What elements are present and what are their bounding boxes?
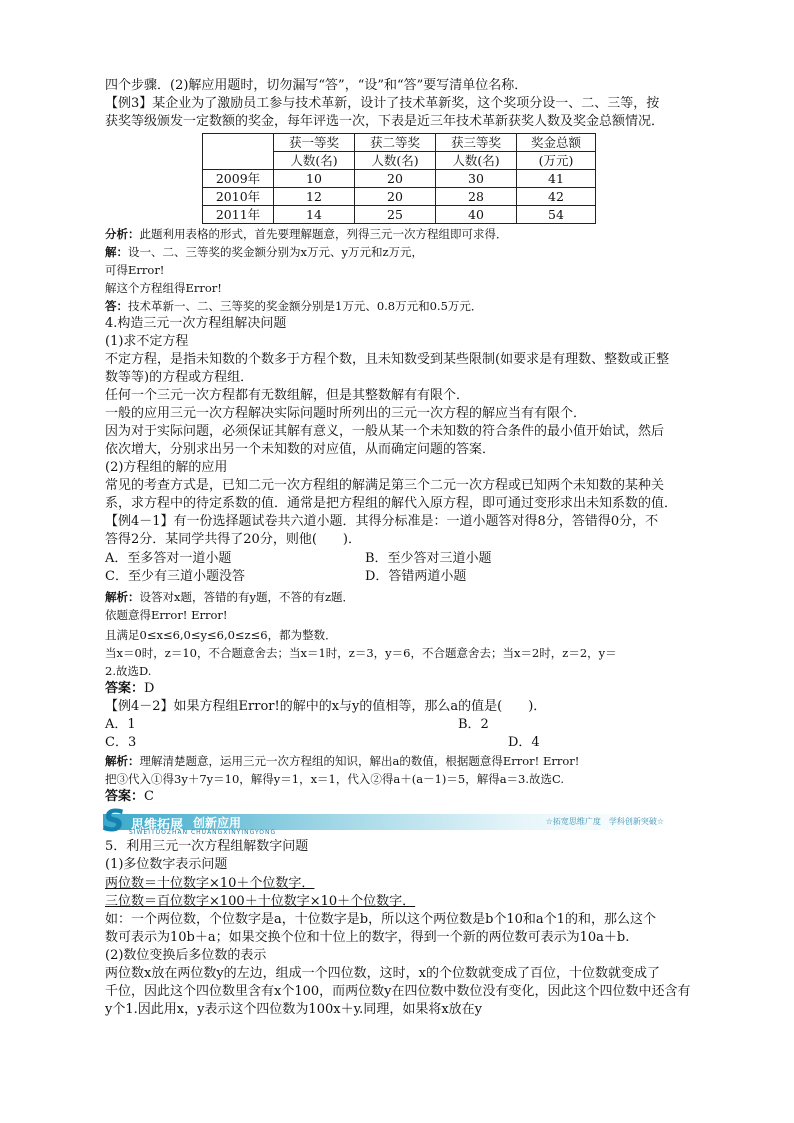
- answer-text: 技术革新一、二、三等奖的奖金额分别是1万元、0.8万元和0.5万元．: [128, 299, 483, 313]
- text-line: 获奖等级颁发一定数额的奖金，每年评选一次，下表是近三年技术革新获奖人数及奖金总额情况．: [105, 114, 665, 129]
- table-header-row: [203, 134, 596, 152]
- subsection-title: (1)多位数字表示问题: [105, 857, 228, 872]
- table-header-cell: [203, 134, 274, 170]
- formula-line: 三位数＝百位数字×100＋十位数字×10＋个位数字．: [105, 894, 416, 909]
- option-c: C．至少有三道小题没答: [105, 569, 245, 584]
- example-4-1-question: 答得2分．某同学共得了20分，则他( )．: [105, 532, 361, 547]
- table-row: [203, 170, 596, 188]
- paragraph-line: 任何一个三元一次方程都有无数组解，但是其整数解有有限个．: [105, 388, 470, 403]
- answer-label: 答：: [105, 299, 128, 313]
- table-cell: 30: [436, 170, 517, 188]
- analysis-line: [105, 752, 720, 770]
- answer-line: [105, 788, 720, 806]
- table-cell: 10: [274, 170, 355, 188]
- table-cell: 2011年: [203, 206, 274, 224]
- paragraph-line: 数等等)的方程或方程组．: [105, 370, 254, 385]
- table-header-cell: 人数(名): [436, 152, 517, 170]
- subsection-title: (1)求不定方程: [105, 334, 189, 349]
- table-cell: 25: [355, 206, 436, 224]
- analysis-label: 解析：: [105, 754, 140, 768]
- paragraph-line: 如：一个两位数，个位数字是a，十位数字是b，所以这个两位数是b个10和a个1的和，那么这个: [105, 912, 656, 927]
- option-b: B．2: [458, 717, 489, 732]
- table-cell: 20: [355, 188, 436, 206]
- section-title: 5．利用三元一次方程组解数字问题: [105, 839, 309, 854]
- banner-title: 思维拓展: [131, 818, 184, 833]
- solution-line: 可得Error!: [105, 263, 165, 277]
- table-header-cell: 获三等奖: [436, 134, 517, 152]
- banner-slogan: ☆拓宽思维广度 学科创新突破☆: [545, 817, 664, 826]
- answer-text: C: [144, 789, 154, 804]
- paragraph-line: 常见的考查方式是，已知二元一次方程组的解满足第三个二元一次方程或已知两个未知数的某种关: [105, 478, 665, 493]
- table-cell: 2010年: [203, 188, 274, 206]
- option-c: C．3: [105, 735, 137, 750]
- subsection-title: (2)数位变换后多位数的表示: [105, 948, 267, 963]
- table-cell: 41: [517, 170, 596, 188]
- analysis-label: 解析：: [105, 590, 140, 604]
- paragraph-line: 一般的应用三元一次方程解决实际问题时所列出的三元一次方程的解应当有有限个．: [105, 406, 587, 421]
- table-cell: 14: [274, 206, 355, 224]
- solution-line: [105, 243, 720, 261]
- table-header-cell: 人数(名): [274, 152, 355, 170]
- prize-table: [202, 133, 596, 224]
- option-d: D．4: [508, 735, 540, 750]
- example-4-1-question: 【例4－1】有一份选择题试卷共六道小题．其得分标准是：一道小题答对得8分，答错得0分，不: [105, 514, 659, 529]
- table-header-cell: 获二等奖: [355, 134, 436, 152]
- text-line: 四个步骤．(2)解应用题时，切勿漏写“答”，“设”和“答”要写清单位名称．: [105, 78, 528, 93]
- table-cell: 54: [517, 206, 596, 224]
- answer-label: 答案：: [105, 789, 145, 804]
- table-header-cell: 获一等奖: [274, 134, 355, 152]
- section-title: 4.构造三元一次方程组解决问题: [105, 316, 287, 331]
- table-header-cell: 人数(名): [355, 152, 436, 170]
- table-cell: 28: [436, 188, 517, 206]
- option-a: A．至多答对一道小题: [105, 551, 232, 566]
- paragraph-line: 不定方程，是指未知数的个数多于方程个数，且未知数受到某些限制(如要求是有理数、整数或正整: [105, 352, 670, 367]
- table-cell: 12: [274, 188, 355, 206]
- paragraph-line: 依次增大，分别求出另一个未知数的对应值，从而确定问题的答案．: [105, 442, 496, 457]
- banner-logo-letter: S: [103, 804, 125, 839]
- banner-subtitle: 创新应用: [193, 816, 242, 830]
- option-d: D．答错两道小题: [365, 569, 467, 584]
- paragraph-line: 千位，因此这个四位数里含有x个100，而两位数y在四位数中数位没有变化，因此这个四位数中还含有: [105, 984, 691, 999]
- table-header-cell: 奖金总额: [517, 134, 596, 152]
- table-row: [203, 206, 596, 224]
- analysis-label: 分析：: [105, 227, 140, 241]
- table-cell: 40: [436, 206, 517, 224]
- table-row: [203, 188, 596, 206]
- example-4-2-question: 【例4－2】如果方程组Error!的解中的x与y的值相等，那么a的值是( )．: [105, 699, 547, 714]
- example-3-question: 【例3】某企业为了激励员工参与技术革新，设计了技术革新奖，这个奖项分设一、二、三等，按: [105, 96, 660, 111]
- analysis-line: 依题意得Error! Error!: [105, 608, 228, 622]
- solution-label: 解：: [105, 245, 128, 259]
- answer-text: D: [144, 681, 155, 696]
- table-cell: 42: [517, 188, 596, 206]
- banner-pinyin: SIWEITUOZHAN CHUANGXINYINGYONG: [129, 829, 277, 836]
- section-banner: [103, 804, 668, 839]
- paragraph-line: 系，求方程中的待定系数的值．通常是把方程组的解代入原方程，即可通过变形求出未知系数的值．: [105, 496, 678, 511]
- analysis-line: [105, 225, 720, 243]
- formula-line: 两位数＝十位数字×10＋个位数字．: [105, 876, 315, 891]
- paragraph-line: y个1.因此用x，y表示这个四位数为100x＋y.同理，如果将x放在y: [105, 1002, 482, 1017]
- answer-label: 答案：: [105, 681, 145, 696]
- paragraph-line: 因为对于实际问题，必须保证其解有意义，一般从某一个未知数的符合条件的最小值开始试，然后: [105, 424, 665, 439]
- answer-line: [105, 680, 720, 698]
- analysis-text: 设答对x题，答错的有y题，不答的有z题．: [139, 590, 355, 604]
- table-cell: 20: [355, 170, 436, 188]
- analysis-line: 且满足0≤x≤6,0≤y≤6,0≤z≤6，都为整数．: [105, 628, 337, 642]
- table-cell: 2009年: [203, 170, 274, 188]
- paragraph-line: 两位数x放在两位数y的左边，组成一个四位数，这时，x的个位数就变成了百位，十位数就变成了: [105, 966, 661, 981]
- analysis-text: 理解清楚题意，运用三元一次方程组的知识，解出a的数值，根据题意得Error! Error!: [139, 754, 580, 768]
- option-a: A．1: [105, 717, 136, 732]
- subsection-title: (2)方程组的解的应用: [105, 460, 228, 475]
- analysis-line: 当x＝0时，z＝10，不合题意舍去；当x＝1时，z＝3，y＝6，不合题意舍去；当x＝2时，z＝2，y＝: [105, 646, 617, 660]
- option-b: B．至少答对三道小题: [365, 551, 492, 566]
- analysis-line: 把③代入①得3y＋7y＝10，解得y＝1，x＝1，代入②得a＋(a－1)＝5，解得a＝3.故选C.: [105, 772, 565, 786]
- analysis-line: 2.故选D.: [105, 664, 152, 678]
- solution-text: 设一、二、三等奖的奖金额分别为x万元、y万元和z万元，: [128, 245, 424, 259]
- answer-line: [105, 297, 720, 315]
- solution-line: 解这个方程组得Error!: [105, 281, 222, 295]
- paragraph-line: 数可表示为10b＋a；如果交换个位和十位上的数字，得到一个新的两位数可表示为10a＋b.: [105, 930, 630, 945]
- analysis-text: 此题利用表格的形式，首先要理解题意，列得三元一次方程组即可求得．: [139, 227, 508, 241]
- table-header-cell: (万元): [517, 152, 596, 170]
- analysis-line: [105, 588, 720, 606]
